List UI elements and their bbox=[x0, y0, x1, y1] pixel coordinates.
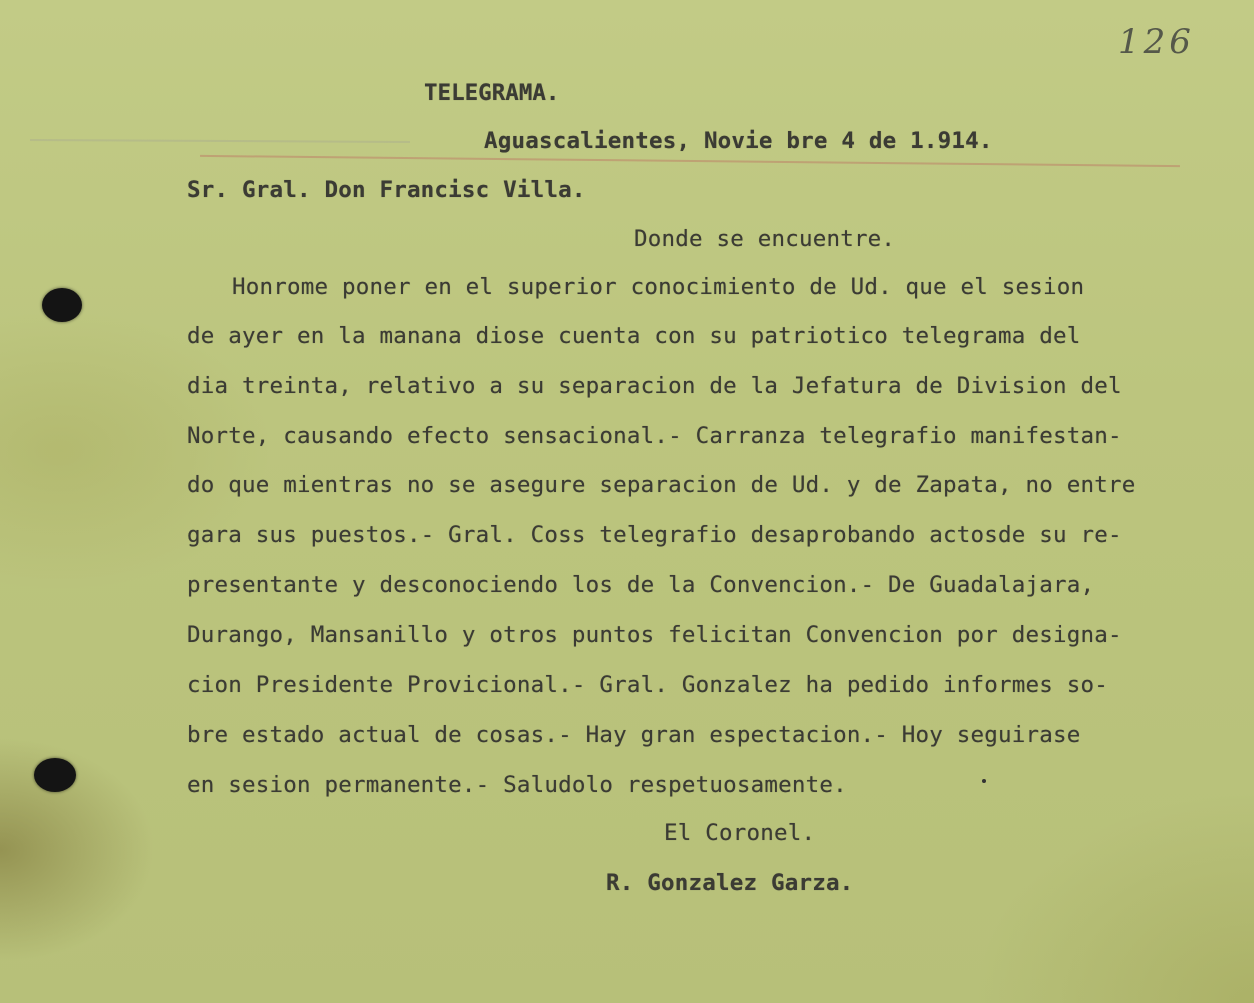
body-line: do que mientras no se asegure separacion de Ud. y de Zapata, no entre bbox=[187, 472, 1136, 498]
body-line: cion Presidente Provicional.- Gral. Gonzalez ha pedido informes so- bbox=[187, 672, 1108, 698]
signer-name: R. Gonzalez Garza. bbox=[606, 870, 854, 896]
punch-hole-bottom bbox=[34, 758, 76, 792]
ink-dot bbox=[982, 779, 986, 783]
punch-hole-top bbox=[42, 288, 82, 322]
body-line: dia treinta, relativo a su separacion de la Jefatura de Division del bbox=[187, 373, 1122, 399]
place-date-line: Aguascalientes, Novie bre 4 de 1.914. bbox=[484, 128, 993, 154]
body-line: de ayer en la manana diose cuenta con su patriotico telegrama del bbox=[187, 323, 1081, 349]
body-line: presentante y desconociendo los de la Convencion.- De Guadalajara, bbox=[187, 572, 1095, 598]
body-line: Honrome poner en el superior conocimiento de Ud. que el sesion bbox=[232, 274, 1085, 300]
body-line: Norte, causando efecto sensacional.- Carranza telegrafio manifestan- bbox=[187, 423, 1122, 449]
body-line: gara sus puestos.- Gral. Coss telegrafio desaprobando actosde su re- bbox=[187, 522, 1122, 548]
red-smudge-line bbox=[200, 155, 1180, 167]
telegram-heading: TELEGRAMA. bbox=[424, 80, 560, 106]
faded-smudge-line bbox=[30, 139, 410, 143]
body-line: en sesion permanente.- Saludolo respetuosamente. bbox=[187, 772, 847, 798]
body-line: bre estado actual de cosas.- Hay gran espectacion.- Hoy seguirase bbox=[187, 722, 1081, 748]
signer-rank: El Coronel. bbox=[664, 820, 816, 846]
body-line: Durango, Mansanillo y otros puntos felicitan Convencion por designa- bbox=[187, 622, 1122, 648]
addressee-line: Sr. Gral. Don Francisc Villa. bbox=[187, 177, 586, 203]
handwritten-page-number: 126 bbox=[1118, 22, 1195, 62]
location-line: Donde se encuentre. bbox=[634, 226, 896, 252]
